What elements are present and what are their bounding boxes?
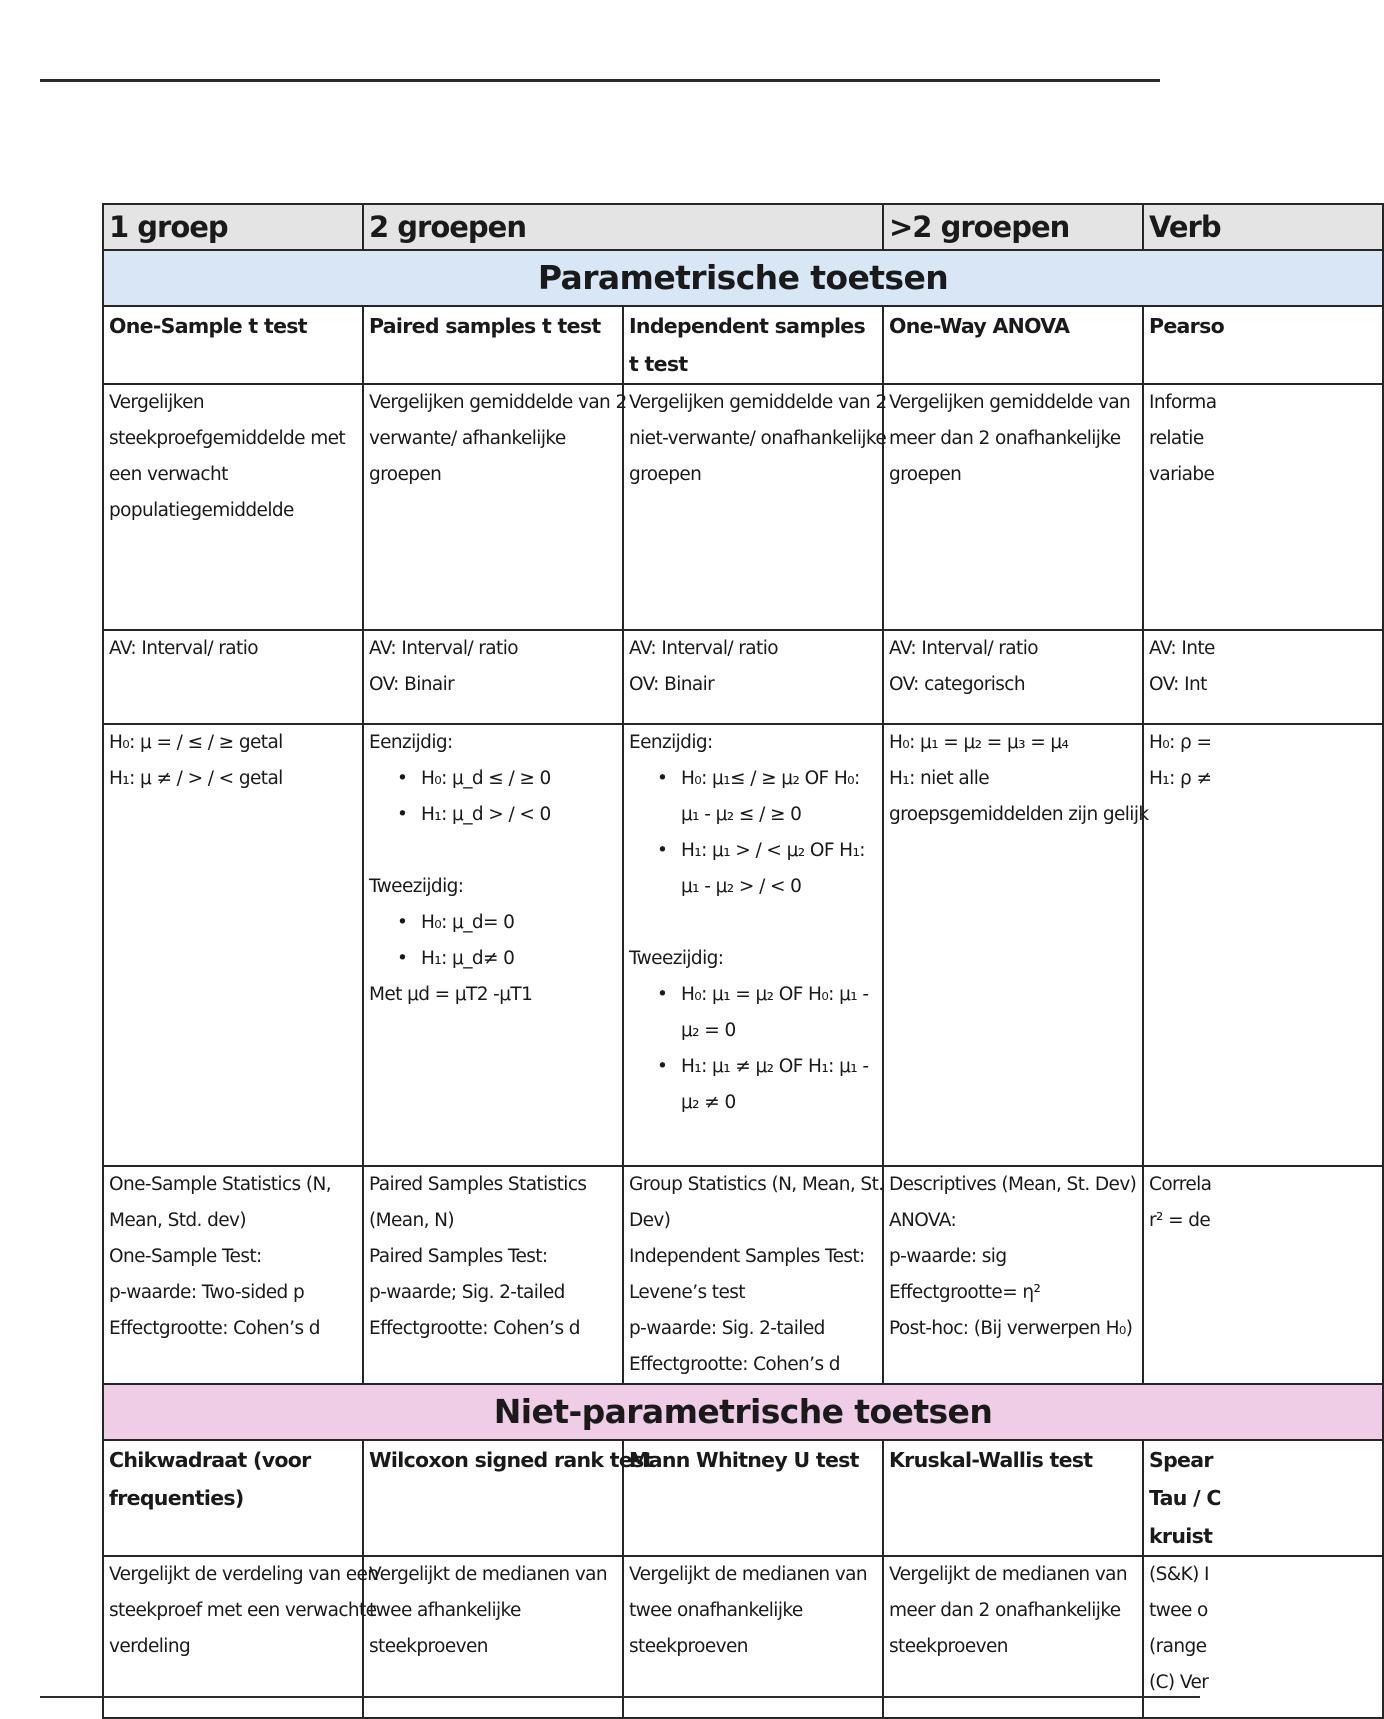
nonparametric-title: Niet-parametrische toetsen [493,1392,993,1431]
parametric-title: Parametrische toetsen [537,258,949,297]
test-chi-square: Chikwadraat (voor frequenties) [103,1440,363,1556]
list-item: • H₀: μ₁≤ / ≥ μ₂ OF H₀: μ₁ - μ₂ ≤ / ≥ 0 [657,761,877,833]
desc-one-sample: Vergelijken steekproefgemiddelde met een verwacht populatiegemiddelde [103,384,363,630]
test-paired-samples-t: Paired samples t test [363,306,623,384]
list-item: • H₁: μ₁ > / < μ₂ OF H₁: μ₁ - μ₂ > / < 0 [657,833,877,905]
parametric-tests-row [103,306,1383,384]
measurement-level-row [103,630,1383,724]
hyp-anova: H₀: μ₁ = μ₂ = μ₃ = μ₄ H₁: niet alle groepsgemiddelden zijn gelijk [883,724,1143,1166]
meas-independent: AV: Interval/ ratio OV: Binair [623,630,883,724]
parametric-description-row [103,384,1383,630]
test-kruskal-wallis: Kruskal-Wallis test [883,1440,1143,1556]
hyp-independent: Eenzijdig: • H₀: μ₁≤ / ≥ μ₂ OF H₀: μ₁ - μ₂ ≤ / ≥ 0 • H₁: μ₁ > / < μ₂ OF H₁: μ₁ - μ₂ > / < 0 Tweezijdig: • H₀: μ₁ = μ₂ OF H₀: μ₁ - μ₂ = 0 • H₁: μ₁ ≠ μ₂ OF H₁: μ₁ - μ₂ ≠ 0 [623,724,883,1166]
spss-anova: Descriptives (Mean, St. Dev) ANOVA: p-waarde: sig Effectgrootte= η² Post-hoc: (Bij verwerpen H₀) [883,1166,1143,1384]
group-header-row [103,204,1383,250]
spss-one-sample: One-Sample Statistics (N, Mean, Std. dev) One-Sample Test: p-waarde: Two-sided p Effectgrootte: Cohen’s d [103,1166,363,1384]
hyp-one-sample: H₀: μ = / ≤ / ≥ getal H₁: μ ≠ / > / < getal [103,724,363,1166]
meas-anova: AV: Interval/ ratio OV: categorisch [883,630,1143,724]
test-mann-whitney: Mann Whitney U test [623,1440,883,1556]
spss-output-row [103,1166,1383,1384]
test-independent-samples-t: Independent samples t test [623,306,883,384]
parametric-band [103,250,1383,306]
group-header-3: >2 groepen [883,204,1143,250]
meas-pearson: AV: Inte OV: Int [1143,630,1383,724]
desc-paired: Vergelijken gemiddelde van 2 verwante/ afhankelijke groepen [363,384,623,630]
footer-rule [40,1696,1200,1698]
hyp-paired: Eenzijdig: • H₀: μ_d ≤ / ≥ 0 • H₁: μ_d > / < 0 Tweezijdig: • H₀: μ_d= 0 • H₁: μ_d≠ 0 Met μd = μT2 -μT1 [363,724,623,1166]
spss-paired: Paired Samples Statistics (Mean, N) Paired Samples Test: p-waarde; Sig. 2-tailed Effectgrootte: Cohen’s d [363,1166,623,1384]
header-rule [40,79,1160,82]
statistics-overview-table [102,203,1224,1700]
list-item: • H₁: μ_d≠ 0 [397,941,617,977]
desc-chi-square: Vergelijkt de verdeling van een steekproef met een verwachte verdeling [103,1556,363,1718]
list-item: • H₀: μ₁ = μ₂ OF H₀: μ₁ - μ₂ = 0 [657,977,877,1049]
list-item: • H₁: μ₁ ≠ μ₂ OF H₁: μ₁ - μ₂ ≠ 0 [657,1049,877,1121]
nonparametric-description-row [103,1556,1383,1718]
desc-independent: Vergelijken gemiddelde van 2 niet-verwante/ onafhankelijke groepen [623,384,883,630]
hyp-pearson: H₀: ρ = H₁: ρ ≠ [1143,724,1383,1166]
desc-pearson: Informa relatie variabe [1143,384,1383,630]
test-one-way-anova: One-Way ANOVA [883,306,1143,384]
group-header-2: 2 groepen [363,204,883,250]
test-wilcoxon: Wilcoxon signed rank test [363,1440,623,1556]
group-header-1: 1 groep [103,204,363,250]
desc-wilcoxon: Vergelijkt de medianen van twee afhankelijke steekproeven [363,1556,623,1718]
desc-spearman: (S&K) I twee o (range (C) Ver [1143,1556,1383,1718]
spss-independent: Group Statistics (N, Mean, St. Dev) Independent Samples Test: Levene’s test p-waarde: Sig. 2-tailed Effectgrootte: Cohen’s d [623,1166,883,1384]
hypotheses-row [103,724,1383,1166]
nonparametric-tests-row [103,1440,1383,1556]
desc-mann-whitney: Vergelijkt de medianen van twee onafhankelijke steekproeven [623,1556,883,1718]
spss-pearson: Correla r² = de [1143,1166,1383,1384]
test-spearman: Spear Tau / C kruist [1143,1440,1383,1556]
desc-anova: Vergelijken gemiddelde van meer dan 2 onafhankelijke groepen [883,384,1143,630]
desc-kruskal-wallis: Vergelijkt de medianen van meer dan 2 onafhankelijke steekproeven [883,1556,1143,1718]
meas-one-sample: AV: Interval/ ratio [103,630,363,724]
nonparametric-band [103,1384,1383,1440]
group-header-4: Verb [1143,204,1383,250]
test-one-sample-t: One-Sample t test [103,306,363,384]
meas-paired: AV: Interval/ ratio OV: Binair [363,630,623,724]
list-item: • H₁: μ_d > / < 0 [397,797,617,833]
list-item: • H₀: μ_d= 0 [397,905,617,941]
list-item: • H₀: μ_d ≤ / ≥ 0 [397,761,617,797]
test-pearson: Pearso [1143,306,1383,384]
